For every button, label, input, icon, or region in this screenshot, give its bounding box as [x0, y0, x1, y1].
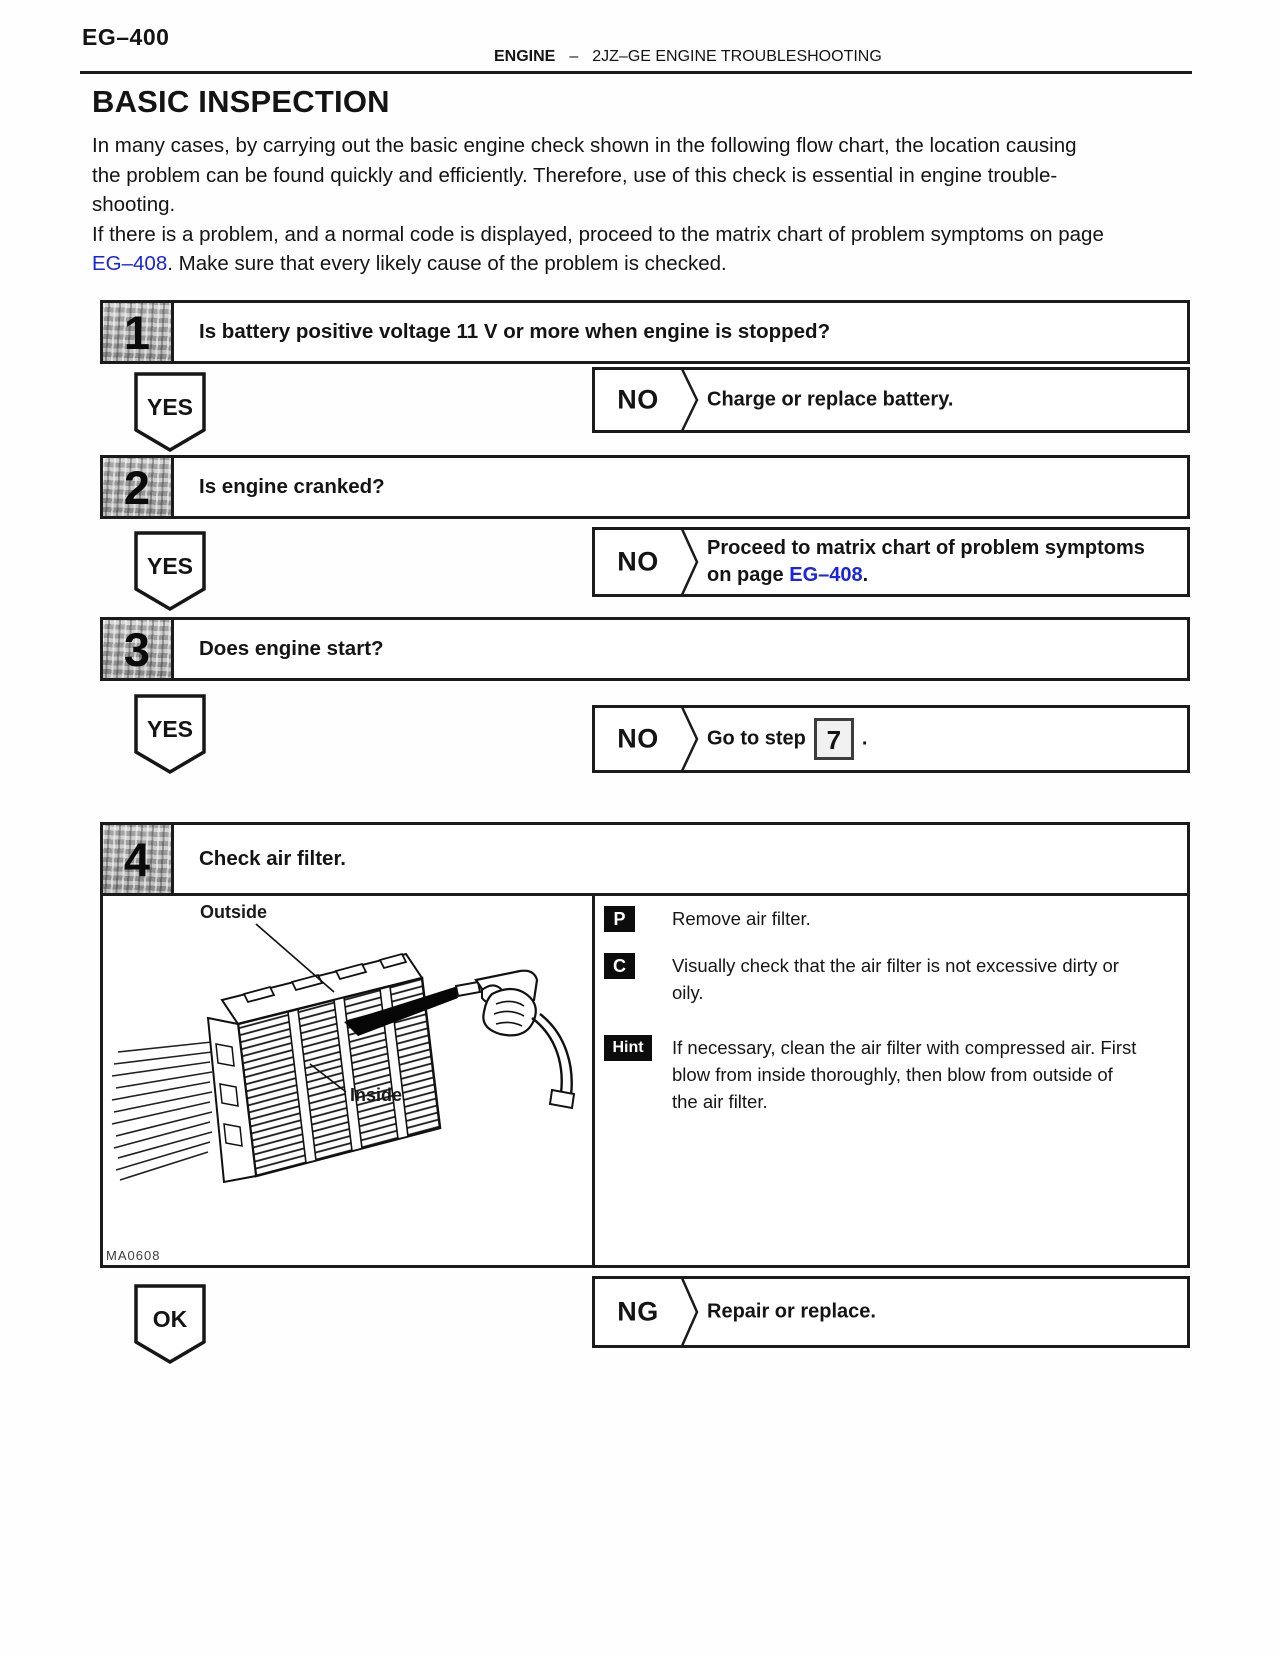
step3-yes-label: YES: [146, 716, 194, 742]
step1-yes-label: YES: [146, 394, 194, 420]
step1-no-action: Charge or replace battery.: [707, 388, 954, 411]
step3-no-box: [592, 705, 1190, 773]
step2-no-box: [592, 527, 1190, 597]
air-flow-lines: [112, 1042, 212, 1180]
step2-number-badge: 2: [103, 458, 174, 516]
air-filter-illustration: [104, 894, 588, 1254]
air-filter-element: [208, 954, 440, 1182]
step4-ok-label: OK: [152, 1306, 188, 1332]
procedure-badge-p: P: [604, 906, 635, 932]
step3-yes-tag: [133, 693, 207, 777]
step1-question-box: [100, 300, 1190, 364]
outside-label: Outside: [200, 902, 268, 922]
running-header-section: ENGINE: [494, 48, 556, 65]
step1-yes-tag: [133, 371, 207, 455]
step4-ng-box: [592, 1276, 1190, 1348]
step1-no-box: [592, 367, 1190, 433]
step1-no-label: NO: [617, 384, 659, 415]
inside-label: Inside: [350, 1085, 403, 1105]
step2-yes-tag: [133, 530, 207, 614]
running-header: [494, 48, 882, 66]
running-header-title: 2JZ–GE ENGINE TROUBLESHOOTING: [592, 48, 882, 65]
check-text: Visually check that the air filter is not excessive dirty or oily.: [672, 955, 1119, 1003]
header-rule: [80, 71, 1192, 74]
step4-cell-divider: [592, 896, 595, 1265]
step7-reference-box: 7: [814, 718, 854, 760]
section-title: BASIC INSPECTION: [92, 84, 390, 119]
check-badge-c: C: [604, 953, 635, 979]
page-ref-link[interactable]: EG–408: [92, 252, 168, 275]
step3-question: Does engine start?: [199, 637, 384, 660]
chevron-divider-icon: [681, 529, 699, 595]
chevron-divider-icon: [681, 707, 699, 771]
intro-line: In many cases, by carrying out the basic engine check shown in the following flow chart, the location causing: [92, 134, 1077, 157]
step2-yes-label: YES: [146, 553, 194, 579]
step4-number-badge: 4: [103, 825, 174, 893]
intro-line: shooting.: [92, 193, 176, 216]
step1-number-badge: 1: [103, 303, 174, 361]
step3-no-action: Go to step 7 .: [707, 718, 867, 760]
step2-no-action: [707, 535, 1145, 589]
intro-line: [92, 249, 1104, 279]
chevron-divider-icon: [681, 369, 699, 431]
step2-no-action-line1: Proceed to matrix chart of problem symptoms: [707, 537, 1145, 559]
hint-badge: Hint: [604, 1035, 652, 1061]
step1-question: Is battery positive voltage 11 V or more when engine is stopped?: [199, 320, 831, 343]
step2-no-label: NO: [617, 546, 659, 577]
step4-question: Check air filter.: [199, 847, 346, 870]
step4-ng-label: NG: [617, 1296, 659, 1327]
page-ref-link[interactable]: EG–408: [789, 564, 863, 586]
step3-number-badge: 3: [103, 620, 174, 678]
figure-code: MA0608: [106, 1248, 161, 1263]
step4-ng-action: Repair or replace.: [707, 1300, 876, 1323]
step2-question: Is engine cranked?: [199, 475, 385, 498]
hint-text: If necessary, clean the air filter with compressed air. First blow from inside thoroughly, then blow from outside of the air filter.: [672, 1037, 1137, 1112]
step3-no-label: NO: [617, 723, 659, 754]
step4-header-band: [103, 825, 1187, 896]
step3-question-box: [100, 617, 1190, 681]
intro-line-text: . Make sure that every likely cause of the problem is checked.: [167, 252, 727, 275]
step2-question-box: [100, 455, 1190, 519]
page-number: EG–400: [82, 24, 170, 50]
intro-line: If there is a problem, and a normal code is displayed, proceed to the matrix chart of problem symptoms on page: [92, 222, 1104, 246]
running-header-dash: –: [569, 48, 579, 65]
procedure-text: Remove air filter.: [672, 908, 811, 929]
intro-line: the problem can be found quickly and efficiently. Therefore, use of this check is essential in engine trouble-: [92, 163, 1058, 187]
step2-no-action-line2: on page EG–408.: [707, 564, 869, 586]
blow-gun-and-hand: [456, 971, 574, 1108]
intro-paragraph: [92, 131, 1104, 279]
chevron-divider-icon: [681, 1278, 699, 1346]
step4-ok-tag: [133, 1283, 207, 1367]
